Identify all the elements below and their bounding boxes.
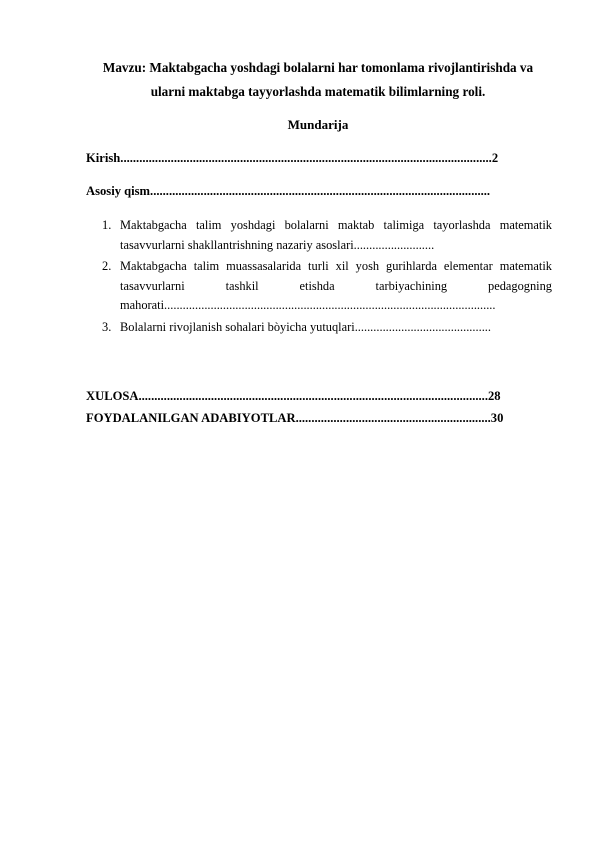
toc-subitem[interactable] [102,318,552,338]
toc-leader: ............................................................................................................ [150,184,491,198]
toc-label: FOYDALANILGAN ADABIYOTLAR [86,411,296,425]
toc-subitem[interactable] [102,216,552,255]
toc-label: Kirish [86,151,121,165]
toc-entry-kirish[interactable] [86,150,552,166]
toc-sublist [102,216,552,339]
toc-leader: ...................................................................................................................... [120,151,492,165]
toc-label: XULOSA [86,389,139,403]
toc-page-number: 30 [490,411,504,425]
toc-leader: ............................................................................................................... [138,389,488,403]
toc-entry-xulosa[interactable] [86,388,552,404]
list-number: 3. [102,319,112,334]
toc-leader: ............................................ [354,319,491,334]
list-number: 2. [102,259,112,273]
list-number: 1. [102,218,112,232]
toc-entry-foydalanilgan-adabiyotlar[interactable] [86,410,552,426]
toc-leader: .......................... [353,237,435,252]
list-item-text: Bolalarni rivojlanish sohalari bòyicha yutuqlari [120,319,355,334]
toc-entry-asosiy-qism[interactable] [86,183,552,199]
list-item-text: Maktabgacha talim yoshdagi bolalarni maktab talimiga tayorlashda matematik tasavvurlarni shakllantrishning nazariy asoslari [120,218,552,252]
toc-leader: ........................................................................................................... [164,298,496,312]
toc-page-number: 2 [491,151,499,165]
list-item-text: Maktabgacha talim muassasalarida turli xil yosh gurihlarda elementar matematik tasavvurlarni tashkil etishda tarbiyachining pedagogning mahorati [120,259,552,312]
toc-label: Asosiy qism [86,184,151,198]
toc-page-number: 28 [487,389,501,403]
title-line-1: Mavzu: Maktabgacha yoshdagi bolalarni har tomonlama rivojlantirishda va [102,60,534,75]
toc-leader: .............................................................. [295,411,491,425]
toc-subitem[interactable] [102,257,552,316]
title-line-2: ularni maktabga tayyorlashda matematik bilimlarning roli. [150,84,486,99]
contents-heading: Mundarija [287,117,349,132]
document-title [80,56,556,104]
